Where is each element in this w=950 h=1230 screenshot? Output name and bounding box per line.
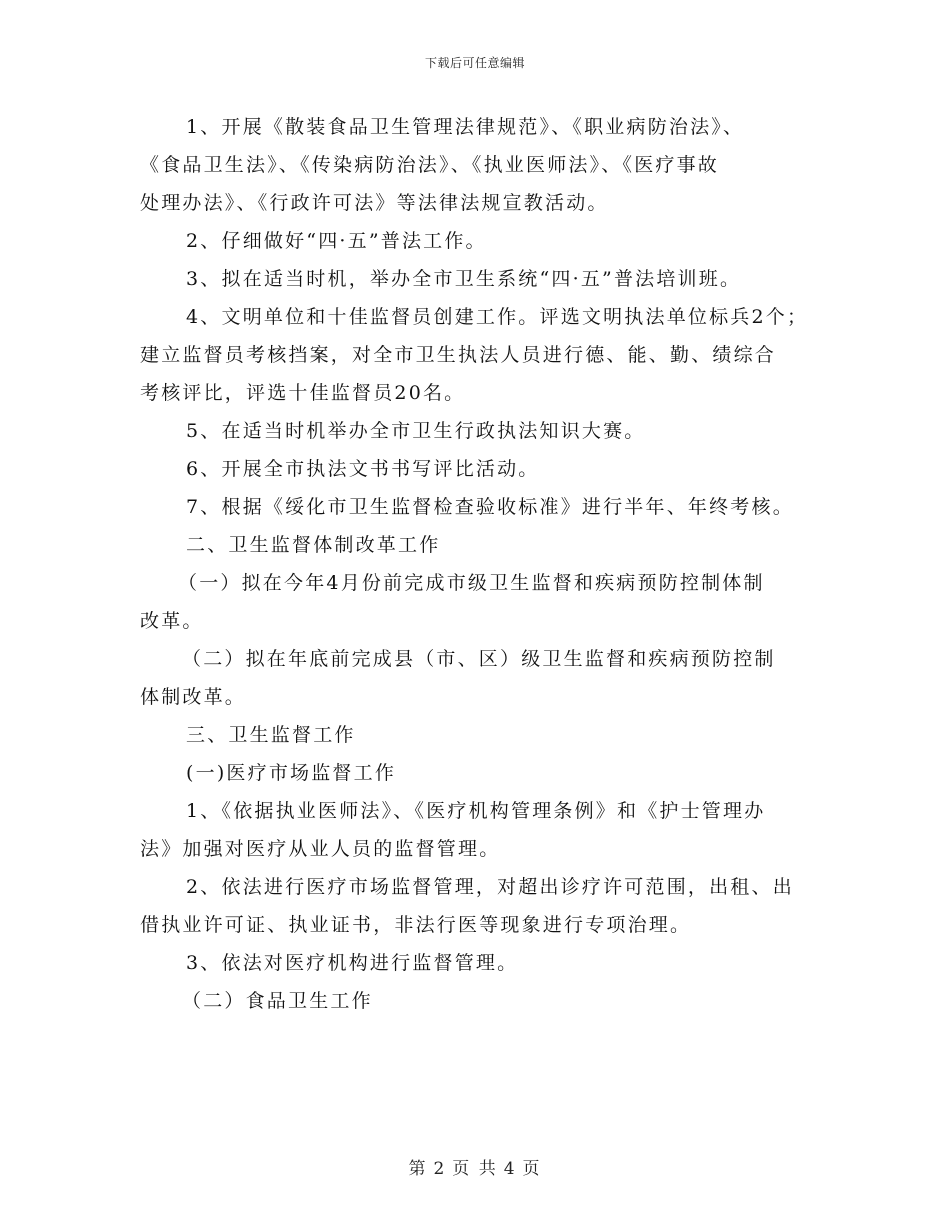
page-header: 下载后可任意编辑: [424, 56, 525, 70]
paragraph-line: 处理办法》、《行政许可法》等法律法规宣教活动。: [140, 192, 609, 214]
paragraph-line: （一）拟在今年4月份前完成市级卫生监督和疾病预防控制体制: [178, 572, 765, 594]
paragraph-line: 1、开展《散装食品卫生管理法律规范》、《职业病防治法》、: [186, 116, 745, 138]
paragraph-line: 1、《依据执业医师法》、《医疗机构管理条例》和《护士管理办: [186, 800, 766, 822]
footer-middle: 页 共: [452, 1159, 498, 1179]
paragraph-line: 4、文明单位和十佳监督员创建工作。评选文明执法单位标兵2个；: [186, 306, 809, 328]
paragraph-line: 三、卫生监督工作: [186, 724, 356, 746]
paragraph-line: (一)医疗市场监督工作: [186, 762, 397, 784]
page-footer: [0, 1154, 950, 1179]
footer-page-number: 2: [433, 1159, 447, 1179]
paragraph-line: （二）拟在年底前完成县（市、区）级卫生监督和疾病预防控制: [182, 648, 776, 670]
footer-total-pages: 4: [503, 1159, 517, 1179]
footer-suffix: 页: [522, 1159, 542, 1179]
paragraph-line: 体制改革。: [140, 686, 247, 708]
paragraph-line: 考核评比，评选十佳监督员20名。: [140, 382, 466, 404]
paragraph-line: 2、依法进行医疗市场监督管理，对超出诊疗许可范围，出租、出: [186, 876, 794, 898]
paragraph-line: 法》加强对医疗从业人员的监督管理。: [140, 838, 501, 860]
paragraph-line: 二、卫生监督体制改革工作: [186, 534, 441, 556]
paragraph-line: 5、在适当时机举办全市卫生行政执法知识大赛。: [186, 420, 646, 442]
document-body: [140, 108, 810, 1020]
footer-prefix: 第: [408, 1159, 428, 1179]
paragraph-line: 《食品卫生法》、《传染病防治法》、《执业医师法》、《医疗事故: [140, 154, 720, 176]
paragraph-line: 改革。: [140, 610, 204, 632]
paragraph-line: 借执业许可证、执业证书，非法行医等现象进行专项治理。: [140, 914, 692, 936]
paragraph-line: 2、仔细做好“四·五”普法工作。: [186, 230, 487, 252]
paragraph-line: 3、依法对医疗机构进行监督管理。: [186, 952, 519, 974]
paragraph-line: （二）食品卫生工作: [182, 990, 373, 1012]
paragraph-line: 3、拟在适当时机，举办全市卫生系统“四·五”普法培训班。: [186, 268, 742, 290]
paragraph-line: 建立监督员考核挡案，对全市卫生执法人员进行德、能、勤、绩综合: [140, 344, 777, 366]
paragraph-line: 6、开展全市执法文书书写评比活动。: [186, 458, 540, 480]
paragraph-line: 7、根据《绥化市卫生监督检查验收标准》进行半年、年终考核。: [186, 496, 794, 518]
